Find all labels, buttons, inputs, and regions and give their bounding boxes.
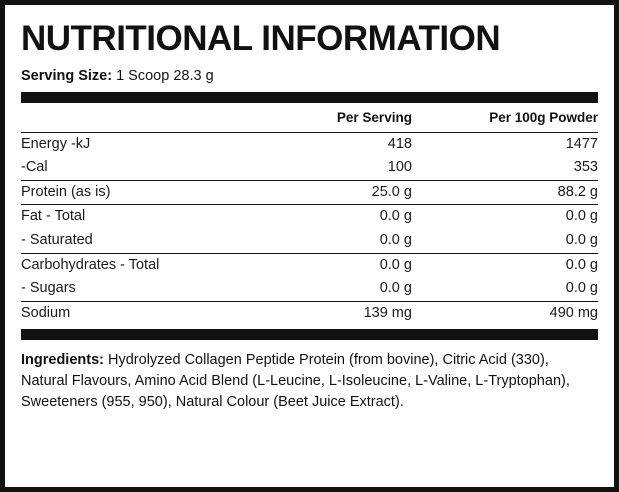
row-label: Fat - Total	[21, 208, 86, 225]
row-per-100g: 0.0 g	[565, 232, 598, 248]
row-per-serving: 139 mg	[363, 304, 412, 321]
ingredients-label: Ingredients:	[21, 352, 104, 369]
table-row	[21, 302, 598, 326]
row-label: - Saturated	[21, 232, 93, 248]
row-per-100g: 0.0 g	[565, 208, 598, 225]
column-header-nutrient	[21, 103, 286, 133]
row-per-serving: 418	[387, 135, 412, 152]
column-header-per-100g: Per 100g Powder	[489, 109, 598, 125]
table-row	[21, 156, 598, 180]
row-label: Carbohydrates - Total	[21, 256, 160, 273]
divider-top-thick	[21, 92, 598, 103]
row-label: - Sugars	[21, 280, 76, 297]
row-per-100g: 0.0 g	[565, 256, 598, 273]
table-row	[21, 254, 598, 278]
row-per-100g: 0.0 g	[565, 280, 598, 297]
row-per-100g: 353	[573, 159, 598, 176]
row-per-100g: 490 mg	[549, 304, 598, 321]
table-row	[21, 277, 598, 301]
row-per-serving: 0.0 g	[379, 232, 412, 248]
serving-size-label: Serving Size:	[21, 67, 113, 84]
row-per-serving: 0.0 g	[379, 208, 412, 225]
row-label: Energy -kJ	[21, 135, 91, 152]
row-per-serving: 100	[387, 159, 412, 176]
row-per-serving: 0.0 g	[379, 280, 412, 297]
column-header-per-serving: Per Serving	[336, 109, 412, 125]
row-label: Sodium	[21, 304, 71, 321]
table-row	[21, 181, 598, 205]
serving-size-line	[21, 68, 598, 84]
table-row	[21, 133, 598, 157]
row-label: Protein (as is)	[21, 183, 111, 200]
row-per-serving: 0.0 g	[379, 256, 412, 273]
row-per-100g: 88.2 g	[557, 183, 598, 200]
table-body	[21, 132, 598, 325]
row-label: -Cal	[21, 159, 48, 176]
nutrition-table	[21, 103, 598, 326]
table-row	[21, 205, 598, 229]
table-header-row	[21, 103, 598, 133]
table-row	[21, 229, 598, 253]
ingredients-block	[21, 350, 598, 413]
serving-size-value: 1 Scoop 28.3 g	[116, 67, 214, 84]
row-per-serving: 25.0 g	[371, 183, 412, 200]
page-title: NUTRITIONAL INFORMATION	[21, 19, 501, 58]
row-per-100g: 1477	[565, 135, 598, 152]
divider-bottom-thick	[21, 329, 598, 340]
ingredients-text: Hydrolyzed Collagen Peptide Protein (from bovine), Citric Acid (330), Natural Flavours, Amino Acid Blend (L-Leucine, L-Isoleucine, L-Valine, L-Tryptophan), Sweeteners (955, 950), Natural Colour (Beet Juice Extract).	[21, 352, 570, 411]
